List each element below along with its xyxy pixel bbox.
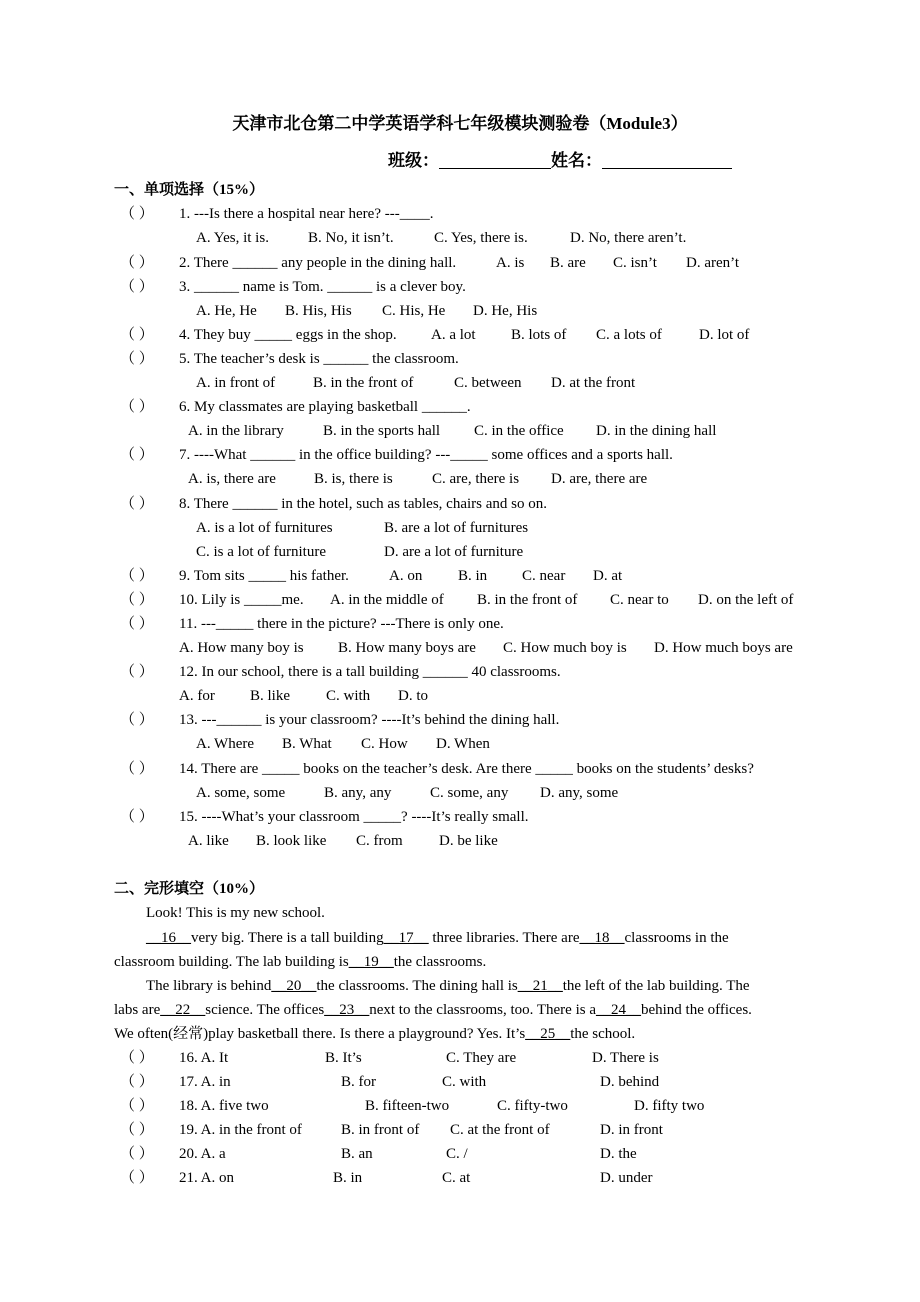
option-c: C. some, any	[430, 785, 509, 801]
option-b: B. in	[458, 568, 488, 584]
answer-paren[interactable]: （ ）	[120, 664, 154, 680]
option-c: C. is a lot of furniture	[196, 544, 326, 560]
option-b: B. It’s	[325, 1050, 362, 1066]
option-c: C. at	[442, 1170, 471, 1186]
question-stem: 3. ______ name is Tom. ______ is a clever boy.	[179, 279, 466, 295]
blank-25: __25__	[525, 1026, 571, 1042]
blank-22: __22__	[160, 1002, 206, 1018]
student-info-row	[388, 150, 732, 172]
option-d: D. under	[600, 1170, 653, 1186]
answer-paren[interactable]: （ ）	[120, 616, 154, 632]
question-stem: 6. My classmates are playing basketball ______.	[179, 399, 471, 415]
option-b: B. are a lot of furnitures	[384, 520, 529, 536]
option-d: D. are a lot of furniture	[384, 544, 524, 560]
option-c: C. fifty-two	[497, 1098, 568, 1114]
passage-text: the classrooms. The dining hall is	[316, 978, 518, 994]
option-b: B. are	[550, 255, 586, 271]
page-title: 天津市北仓第二中学英语学科七年级模块测验卷（Module3）	[232, 114, 688, 133]
option-d: D. on the left of	[698, 592, 794, 608]
option-c: C. isn’t	[613, 255, 657, 271]
option-d: D. in front	[600, 1122, 663, 1138]
option-a: A. How many boy is	[179, 640, 304, 656]
option-b: B. in the front of	[313, 375, 414, 391]
option-a: A. is, there are	[188, 471, 276, 487]
option-c: C. /	[446, 1146, 468, 1162]
option-b: B. in front of	[341, 1122, 420, 1138]
option-b: B. No, it isn’t.	[308, 230, 394, 246]
option-b: B. fifteen-two	[365, 1098, 450, 1114]
passage-text: three libraries. There are	[428, 930, 580, 946]
answer-paren[interactable]: （ ）	[120, 496, 154, 512]
answer-paren[interactable]: （ ）	[120, 327, 154, 343]
option-b: B. is, there is	[314, 471, 393, 487]
option-d: D. to	[398, 688, 428, 704]
question-stem: 8. There ______ in the hotel, such as tables, chairs and so on.	[179, 496, 547, 512]
passage-text: classrooms in the	[624, 930, 729, 946]
question-stem: 10. Lily is _____me.	[179, 592, 304, 608]
answer-paren[interactable]: （ ）	[120, 1098, 154, 1114]
option-c: C. They are	[446, 1050, 517, 1066]
name-label: 姓名：	[551, 151, 602, 170]
blank-20: __20__	[271, 978, 317, 994]
option-a: 20. A. a	[179, 1146, 226, 1162]
option-b: B. lots of	[511, 327, 567, 343]
option-a: A. He, He	[196, 303, 257, 319]
answer-paren[interactable]: （ ）	[120, 1074, 154, 1090]
passage-text: next to the classrooms, too. There is a	[369, 1002, 596, 1018]
option-a: A. is	[496, 255, 525, 271]
passage-text: the left of the lab building. The	[562, 978, 750, 994]
option-d: D. are, there are	[551, 471, 648, 487]
option-c: C. near to	[610, 592, 669, 608]
option-b: B. an	[341, 1146, 373, 1162]
option-b: B. in the sports hall	[323, 423, 441, 439]
option-c: C. with	[326, 688, 371, 704]
option-d: D. He, His	[473, 303, 538, 319]
section-1-heading: 一、单项选择（15%）	[114, 182, 265, 198]
option-d: D. in the dining hall	[596, 423, 717, 439]
option-b: B. look like	[256, 833, 327, 849]
option-d: D. When	[436, 736, 490, 752]
answer-paren[interactable]: （ ）	[120, 809, 154, 825]
option-c: C. How	[361, 736, 408, 752]
option-c: C. are, there is	[432, 471, 520, 487]
answer-paren[interactable]: （ ）	[120, 351, 154, 367]
option-d: D. at the front	[551, 375, 636, 391]
option-b: B. His, His	[285, 303, 352, 319]
option-a: 19. A. in the front of	[179, 1122, 302, 1138]
option-c: C. with	[442, 1074, 487, 1090]
answer-paren[interactable]: （ ）	[120, 761, 154, 777]
answer-paren[interactable]: （ ）	[120, 279, 154, 295]
option-d: D. the	[600, 1146, 637, 1162]
passage-text: behind the offices.	[640, 1002, 752, 1018]
blank-24: __24__	[595, 1002, 641, 1018]
option-a: A. on	[389, 568, 423, 584]
option-d: D. aren’t	[686, 255, 740, 271]
passage-text: very big. There is a tall building	[191, 930, 384, 946]
question-stem: 11. ---_____ there in the picture? ---There is only one.	[179, 616, 504, 632]
blank-17: __17__	[383, 930, 429, 946]
passage-line-1	[146, 903, 325, 923]
option-d: D. lot of	[699, 327, 750, 343]
option-a: 17. A. in	[179, 1074, 231, 1090]
option-c: C. a lots of	[596, 327, 662, 343]
question-stem: 15. ----What’s your classroom _____? ----It’s really small.	[179, 809, 529, 825]
question-stem: 1. ---Is there a hospital near here? ---____.	[179, 206, 434, 222]
option-a: 18. A. five two	[179, 1098, 269, 1114]
passage-text: science. The offices	[205, 1002, 325, 1018]
option-a: A. in front of	[196, 375, 276, 391]
option-d: D. any, some	[540, 785, 619, 801]
blank-18: __18__	[579, 930, 625, 946]
option-c: C. at the front of	[450, 1122, 550, 1138]
answer-paren[interactable]: （ ）	[120, 1050, 154, 1066]
option-b: B. in	[333, 1170, 363, 1186]
option-c: C. in the office	[474, 423, 564, 439]
question-stem: 14. There are _____ books on the teacher’s desk. Are there _____ books on the students’ desks?	[179, 761, 754, 777]
passage-text: classroom building. The lab building is	[114, 954, 349, 970]
passage-text: The library is behind	[146, 978, 272, 994]
name-blank[interactable]	[602, 152, 732, 169]
question-stem: 9. Tom sits _____ his father.	[179, 568, 349, 584]
answer-paren[interactable]: （ ）	[120, 1122, 154, 1138]
blank-16: __16__	[146, 930, 191, 946]
option-a: A. in the library	[188, 423, 284, 439]
option-d: D. fifty two	[634, 1098, 705, 1114]
question-stem: 5. The teacher’s desk is ______ the classroom.	[179, 351, 459, 367]
option-a: A. for	[179, 688, 215, 704]
option-b: B. like	[250, 688, 290, 704]
option-c: C. between	[454, 375, 522, 391]
option-b: B. How many boys are	[338, 640, 476, 656]
passage-line-4	[146, 976, 750, 996]
option-a: A. some, some	[196, 785, 286, 801]
question-stem: 4. They buy _____ eggs in the shop.	[179, 327, 397, 343]
answer-paren[interactable]: （ ）	[120, 592, 154, 608]
passage-text: the school.	[570, 1026, 636, 1042]
option-c: C. Yes, there is.	[434, 230, 528, 246]
question-stem: 2. There ______ any people in the dining hall.	[179, 255, 457, 271]
option-d: D. There is	[592, 1050, 659, 1066]
option-a: 16. A. It	[179, 1050, 229, 1066]
blank-21: __21__	[517, 978, 563, 994]
answer-paren[interactable]: （ ）	[120, 1146, 154, 1162]
answer-paren[interactable]: （ ）	[120, 206, 154, 222]
passage-line-5	[114, 1000, 752, 1020]
option-a: A. Where	[196, 736, 255, 752]
option-b: B. for	[341, 1074, 376, 1090]
option-c: C. from	[356, 833, 403, 849]
blank-23: __23__	[324, 1002, 370, 1018]
option-a: A. like	[188, 833, 229, 849]
answer-paren[interactable]: （ ）	[120, 255, 154, 271]
passage-line-3	[114, 952, 486, 972]
blank-19: __19__	[348, 954, 394, 970]
question-stem: 13. ---______ is your classroom? ----It’s behind the dining hall.	[179, 712, 560, 728]
option-d: D. No, there aren’t.	[570, 230, 687, 246]
question-stem: 12. In our school, there is a tall building ______ 40 classrooms.	[179, 664, 561, 680]
option-d: D. behind	[600, 1074, 660, 1090]
answer-paren[interactable]: （ ）	[120, 447, 154, 463]
answer-paren[interactable]: （ ）	[120, 712, 154, 728]
passage-text: We often(经常)play basketball there. Is there a playground? Yes. It’s	[114, 1026, 526, 1042]
passage-text: the classrooms.	[393, 954, 487, 970]
passage-text: Look! This is my new school.	[146, 905, 325, 921]
option-a: A. is a lot of furnitures	[196, 520, 333, 536]
option-b: B. any, any	[324, 785, 392, 801]
option-b: B. in the front of	[477, 592, 578, 608]
option-d: D. How much boys are	[654, 640, 793, 656]
option-c: C. His, He	[382, 303, 446, 319]
class-blank[interactable]	[439, 152, 551, 169]
option-d: D. at	[593, 568, 623, 584]
option-c: C. How much boy is	[503, 640, 627, 656]
option-c: C. near	[522, 568, 566, 584]
option-a: A. in the middle of	[330, 592, 444, 608]
passage-line-2	[146, 928, 729, 948]
answer-paren[interactable]: （ ）	[120, 1170, 154, 1186]
answer-paren[interactable]: （ ）	[120, 568, 154, 584]
answer-paren[interactable]: （ ）	[120, 399, 154, 415]
class-label: 班级：	[388, 151, 439, 170]
passage-text: labs are	[114, 1002, 161, 1018]
question-stem: 7. ----What ______ in the office building? ---_____ some offices and a sports hall.	[179, 447, 673, 463]
option-b: B. What	[282, 736, 332, 752]
section-2-heading: 二、完形填空（10%）	[114, 881, 265, 897]
option-a: 21. A. on	[179, 1170, 235, 1186]
option-d: D. be like	[439, 833, 498, 849]
option-a: A. a lot	[431, 327, 476, 343]
passage-line-6	[114, 1024, 635, 1044]
option-a: A. Yes, it is.	[196, 230, 269, 246]
